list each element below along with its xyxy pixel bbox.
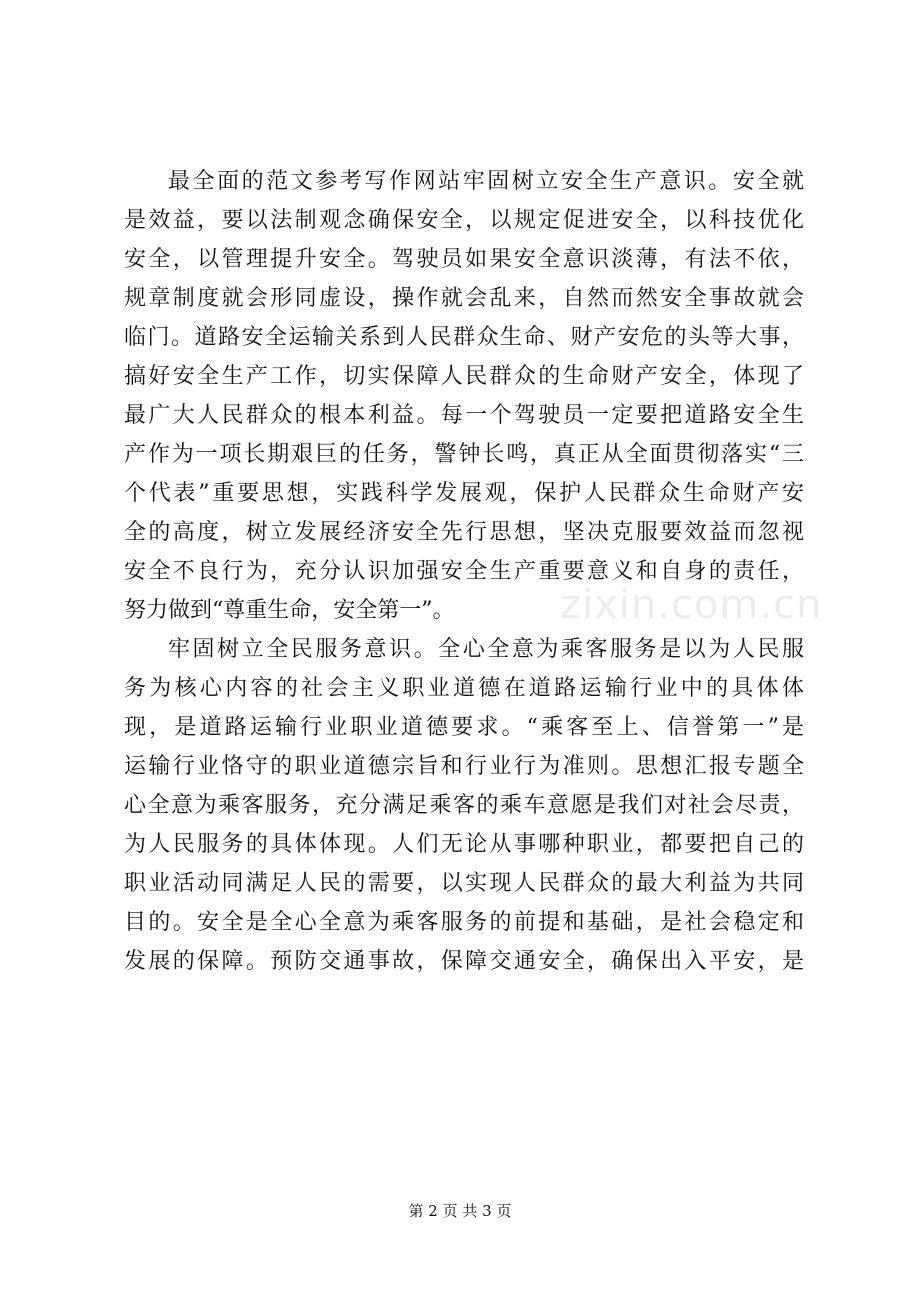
paragraph-1-line: 搞好安全生产工作，切实保障人民群众的生命财产安全，体现了 xyxy=(124,364,804,389)
paragraph-1-line: 个代表”重要思想，实践科学发展观，保护人民群众生命财产安 xyxy=(124,481,804,506)
paragraph-1-line: 最全面的范文参考写作网站牢固树立安全生产意识。安全就 xyxy=(168,169,804,194)
paragraph-2-line: 目的。安全是全心全意为乘客服务的前提和基础，是社会稳定和 xyxy=(124,910,804,935)
paragraph-1-line: 规章制度就会形同虚设，操作就会乱来，自然而然安全事故就会 xyxy=(124,286,804,311)
paragraph-2-line: 牢固树立全民服务意识。全心全意为乘客服务是以为人民服 xyxy=(168,637,804,662)
paragraph-1-line: 临门。道路安全运输关系到人民群众生命、财产安危的头等大事， xyxy=(124,325,804,350)
paragraph-2-line: 务为核心内容的社会主义职业道德在道路运输行业中的具体体 xyxy=(124,676,804,701)
paragraph-2-line: 现，是道路运输行业职业道德要求。“乘客至上、信誉第一”是 xyxy=(124,715,804,740)
paragraph-1-line: 产作为一项长期艰巨的任务，警钟长鸣，真正从全面贯彻落实“三 xyxy=(124,442,804,467)
page-footer: 第 2 页 共 3 页 xyxy=(408,1202,512,1220)
paragraph-1-line: 最广大人民群众的根本利益。每一个驾驶员一定要把道路安全生 xyxy=(124,403,804,428)
paragraph-1-line: 是效益，要以法制观念确保安全，以规定促进安全，以科技优化 xyxy=(124,208,804,233)
paragraph-1-line: 安全不良行为，充分认识加强安全生产重要意义和自身的责任， xyxy=(124,559,804,584)
paragraph-1-line: 安全，以管理提升安全。驾驶员如果安全意识淡薄，有法不依， xyxy=(124,247,804,272)
paragraph-2-line: 发展的保障。预防交通事故，保障交通安全，确保出入平安，是 xyxy=(124,949,804,974)
paragraph-2-line: 职业活动同满足人民的需要，以实现人民群众的最大利益为共同 xyxy=(124,871,804,896)
watermark: zixin.com.cn xyxy=(560,582,823,628)
paragraph-1-line: 全的高度，树立发展经济安全先行思想，坚决克服要效益而忽视 xyxy=(124,520,804,545)
paragraph-2-line: 运输行业恪守的职业道德宗旨和行业行为准则。思想汇报专题全 xyxy=(124,754,804,779)
paragraph-2-line: 为人民服务的具体体现。人们无论从事哪种职业，都要把自己的 xyxy=(124,832,804,857)
paragraph-2-line: 心全意为乘客服务，充分满足乘客的乘车意愿是我们对社会尽责， xyxy=(124,793,804,818)
paragraph-1-line: 努力做到“尊重生命，安全第一”。 xyxy=(124,598,455,623)
document-body xyxy=(124,162,804,981)
